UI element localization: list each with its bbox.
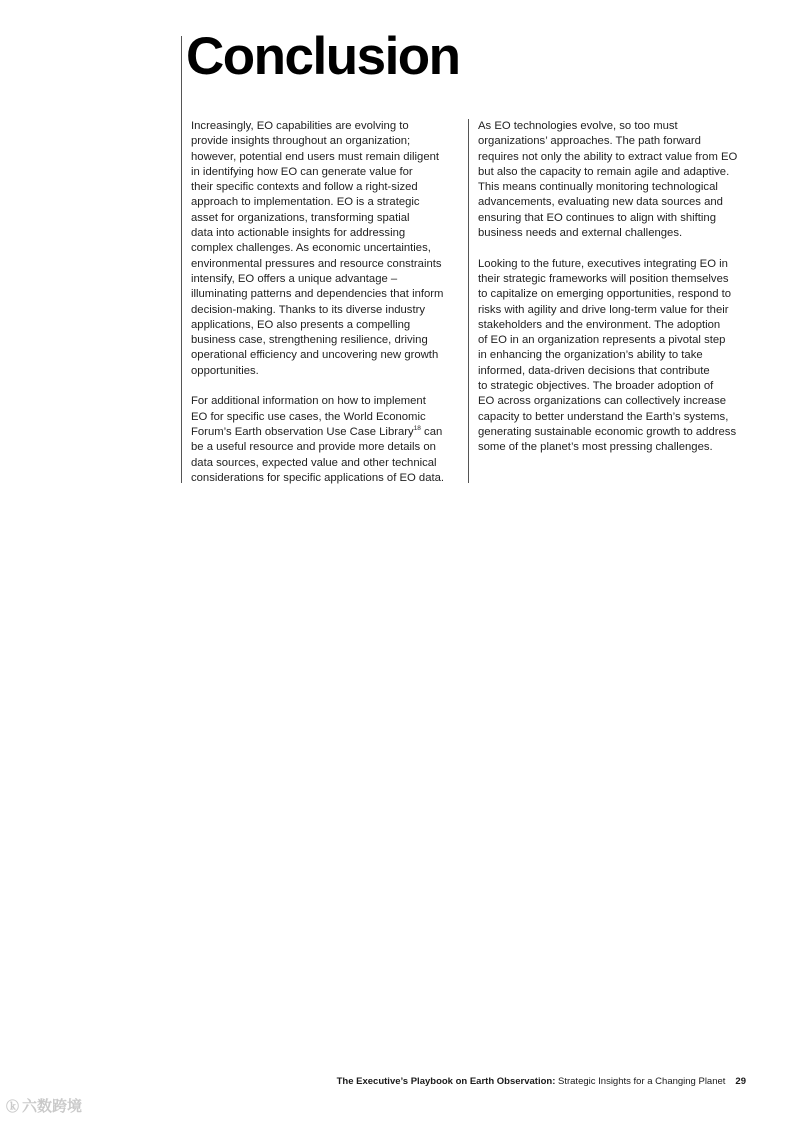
text-line: business case, strengthening resilience, driving bbox=[191, 334, 428, 347]
text-line: requires not only the ability to extract value from EO bbox=[478, 150, 738, 163]
right-column bbox=[478, 119, 746, 471]
text-line: capacity to better understand the Earth’s systems, bbox=[478, 410, 729, 423]
text-line: their specific contexts and follow a right-sized bbox=[191, 181, 418, 194]
text-line: of EO in an organization represents a pivotal step bbox=[478, 334, 726, 347]
page-number: 29 bbox=[735, 1076, 746, 1087]
footer-report-title: The Executive’s Playbook on Earth Observation: bbox=[336, 1076, 556, 1087]
text-line: informed, data-driven decisions that contribute bbox=[478, 364, 710, 377]
text-line: data into actionable insights for addressing bbox=[191, 227, 406, 240]
text-line: however, potential end users must remain diligent bbox=[191, 150, 440, 163]
text-fragment: can bbox=[420, 425, 443, 438]
text-line: complex challenges. As economic uncertainties, bbox=[191, 242, 431, 255]
left-column bbox=[191, 119, 459, 501]
text-line: illuminating patterns and dependencies that inform bbox=[191, 288, 444, 301]
text-line: risks with agility and drive long-term value for their bbox=[478, 303, 729, 316]
text-line: considerations for specific applications of EO data. bbox=[191, 471, 445, 484]
right-paragraph-2 bbox=[478, 257, 746, 456]
text-line: to strategic objectives. The broader adoption of bbox=[478, 380, 714, 393]
left-paragraph-2 bbox=[191, 394, 459, 486]
text-line: stakeholders and the environment. The adoption bbox=[478, 318, 721, 331]
watermark bbox=[6, 1095, 82, 1116]
text-line: in identifying how EO can generate value for bbox=[191, 165, 413, 178]
text-line: EO across organizations can collectively increase bbox=[478, 395, 727, 408]
watermark-text: 六数跨境 bbox=[22, 1098, 83, 1115]
text-line: provide insights throughout an organization; bbox=[191, 135, 411, 148]
text-line: in enhancing the organization’s ability to take bbox=[478, 349, 703, 362]
text-line: data sources, expected value and other technical bbox=[191, 456, 437, 469]
text-line: organizations’ approaches. The path forward bbox=[478, 135, 701, 148]
text-line: decision-making. Thanks to its diverse industry bbox=[191, 303, 425, 316]
page-footer bbox=[337, 1076, 746, 1087]
column-divider-rule bbox=[468, 119, 469, 483]
text-line: EO for specific use cases, the World Economic bbox=[191, 410, 426, 423]
text-line: business needs and external challenges. bbox=[478, 227, 683, 240]
right-paragraph-1 bbox=[478, 119, 746, 241]
text-line: asset for organizations, transforming spatial bbox=[191, 211, 410, 224]
text-line: but also the capacity to remain agile and adaptive. bbox=[478, 165, 730, 178]
text-line: This means continually monitoring technological bbox=[478, 181, 718, 194]
text-line: advancements, evaluating new data sources and bbox=[478, 196, 723, 209]
watermark-logo-icon: ⓚ bbox=[6, 1099, 20, 1114]
text-line: Looking to the future, executives integrating EO in bbox=[478, 257, 728, 270]
text-line: operational efficiency and uncovering new growth bbox=[191, 349, 439, 362]
text-line: be a useful resource and provide more details on bbox=[191, 441, 436, 454]
footer-subtitle: Strategic Insights for a Changing Planet bbox=[555, 1076, 726, 1087]
text-line: Increasingly, EO capabilities are evolving to bbox=[191, 120, 409, 132]
text-line: approach to implementation. EO is a strategic bbox=[191, 196, 420, 209]
text-line: some of the planet’s most pressing challenges. bbox=[478, 441, 713, 454]
text-line: generating sustainable economic growth to address bbox=[478, 425, 737, 438]
text-line: For additional information on how to implement bbox=[191, 395, 426, 408]
page-title: Conclusion bbox=[186, 27, 460, 86]
text-line: As EO technologies evolve, so too must bbox=[478, 120, 678, 132]
footnote-reference[interactable]: 18 bbox=[413, 425, 421, 433]
left-paragraph-1 bbox=[191, 119, 459, 379]
text-line: their strategic frameworks will position themselves bbox=[478, 272, 729, 285]
text-fragment: Forum’s Earth observation Use Case Library bbox=[191, 425, 414, 438]
text-line: ensuring that EO continues to align with shifting bbox=[478, 211, 717, 224]
text-line: opportunities. bbox=[191, 364, 259, 377]
text-line: to capitalize on emerging opportunities, respond to bbox=[478, 288, 732, 301]
text-line-with-footnote bbox=[191, 425, 459, 440]
title-vertical-rule bbox=[181, 36, 182, 483]
text-line: applications, EO also presents a compelling bbox=[191, 318, 411, 331]
text-line: environmental pressures and resource constraints bbox=[191, 257, 442, 270]
text-line: intensify, EO offers a unique advantage – bbox=[191, 272, 398, 285]
